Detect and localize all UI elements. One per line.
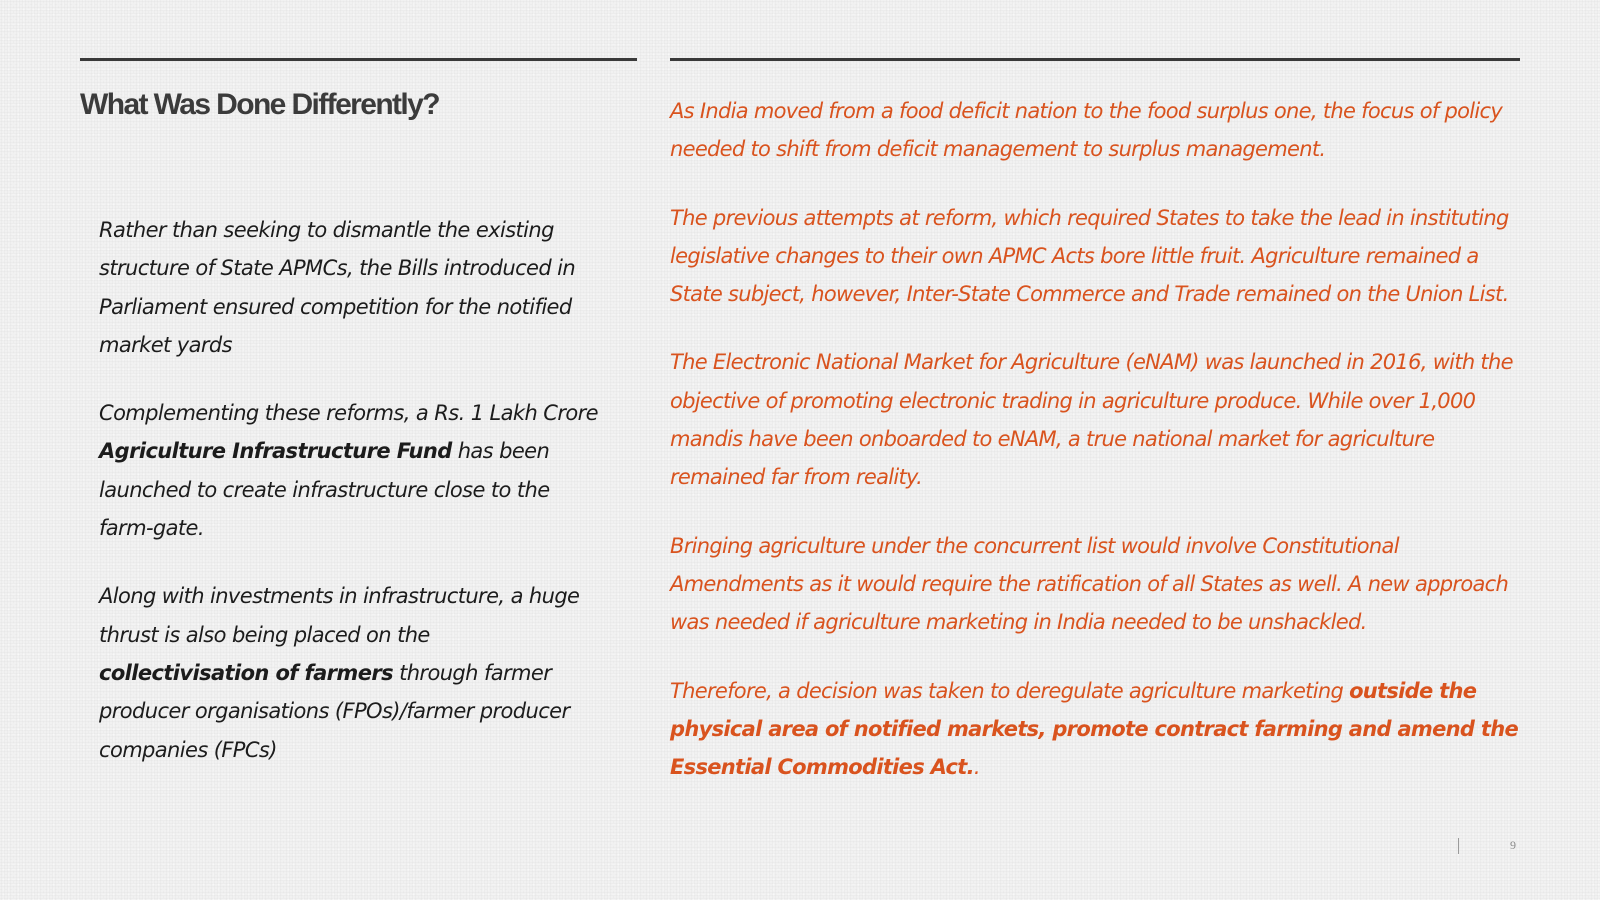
decision-emphasis: outside the physical area of notified markets, promote contract farming and amend the Essential Commodities Act.	[670, 678, 1518, 780]
right-paragraph-food-surplus: As India moved from a food deficit nation to the food surplus one, the focus of policy needed to shift from deficit management to surplus management.	[670, 99, 1503, 162]
right-paragraph-previous-reforms: The previous attempts at reform, which required States to take the lead in instituting legislative changes to their own APMC Acts bore little fruit. Agriculture remained a State subject, however, Inter-State Commerce and Trade remained on the Union List.	[670, 205, 1509, 307]
paragraph-text: Therefore, a decision was taken to deregulate agriculture marketing	[670, 678, 1350, 703]
left-column	[99, 211, 604, 799]
right-column	[670, 92, 1530, 816]
paragraph-text: through farmer producer organisations (FPOs)/farmer producer companies (FPCs)	[99, 660, 570, 762]
footer-separator	[1458, 838, 1459, 854]
left-paragraph-apmc: Rather than seeking to dismantle the existing structure of State APMCs, the Bills introduced in Parliament ensured competition for the notified market yards	[99, 218, 576, 357]
right-paragraph-concurrent-list: Bringing agriculture under the concurrent list would involve Constitutional Amendments as it would require the ratification of all States as well. A new approach was needed if agriculture marketing in India needed to be unshackled.	[670, 533, 1509, 635]
right-paragraph-enam: The Electronic National Market for Agriculture (eNAM) was launched in 2016, with the objective of promoting electronic trading in agriculture produce. While over 1,000 mandis have been onboarded to eNAM, a true national market for agriculture remained far from reality.	[670, 350, 1513, 490]
left-paragraph-infrastructure-fund	[99, 394, 604, 547]
left-paragraph-collectivisation	[99, 577, 604, 768]
paragraph-text: Along with investments in infrastructure, a huge thrust is also being placed on the	[99, 584, 580, 647]
infrastructure-fund-emphasis: Agriculture Infrastructure Fund	[99, 439, 452, 464]
paragraph-text: .	[973, 755, 980, 780]
collectivisation-emphasis: collectivisation of farmers	[99, 660, 394, 685]
right-header-rule	[670, 58, 1520, 61]
left-header-rule	[80, 58, 637, 61]
paragraph-text: has been launched to create infrastructure close to the farm-gate.	[99, 439, 550, 541]
page-number: 9	[1510, 838, 1516, 852]
right-paragraph-decision	[670, 672, 1530, 787]
paragraph-text: Complementing these reforms, a Rs. 1 Lakh Crore	[99, 401, 598, 426]
slide-title: What Was Done Differently?	[80, 88, 439, 121]
